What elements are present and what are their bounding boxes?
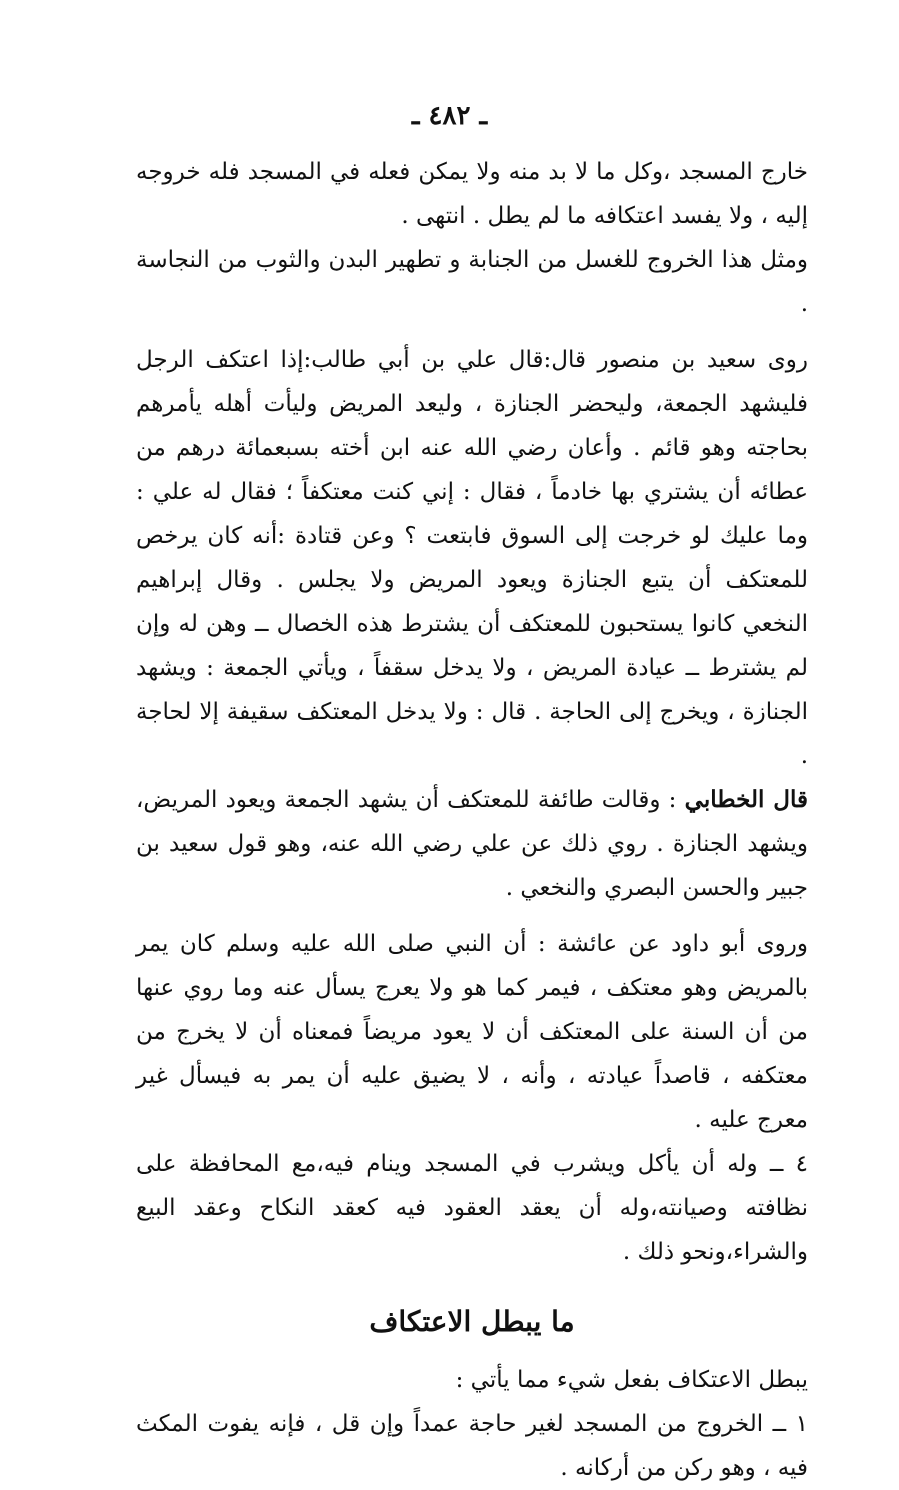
section-item-1 <box>136 1402 808 1490</box>
paragraph-text: ١ ــ الخروج من المسجد لغير حاجة عمداً وإن قل ، فإنه يفوت المكث فيه ، وهو ركن من أركانه . <box>136 1411 808 1481</box>
paragraph-text: ٤ ــ وله أن يأكل ويشرب في المسجد وينام فيه،مع المحافظة على نظافته وصيانته،وله أن يعقد العقود فيه كعقد النكاح وعقد البيع والشراء،ونحو ذلك . <box>136 1151 808 1265</box>
paragraph-text: ومثل هذا الخروج للغسل من الجنابة و تطهير البدن والثوب من النجاسة . <box>136 247 808 317</box>
paragraph-text: : وقالت طائفة للمعتكف أن يشهد الجمعة ويعود المريض، ويشهد الجنازة . روي ذلك عن علي رضي الله عنه، وهو قول سعيد بن جبير والحسن البصري والنخعي . <box>136 787 808 901</box>
page-body <box>136 150 808 1490</box>
page-number: ـ ٤٨٢ ـ <box>411 101 488 131</box>
paragraph-text: وروى أبو داود عن عائشة : أن النبي صلى الله عليه وسلم كان يمر بالمريض وهو معتكف ، فيمر كما هو ولا يعرج يسأل عنه وما روي عنها من أن السنة على المعتكف أن لا يعود مريضاً فمعناه أن لا يخرج من معتكفه ، قاصداً عيادته ، وأنه ، لا يضيق عليه أن يمر به فيسأل غير معرج عليه . <box>136 931 808 1133</box>
paragraph-6 <box>136 1142 808 1274</box>
paragraph-1 <box>136 150 808 238</box>
paragraph-text: روى سعيد بن منصور قال:قال علي بن أبي طالب:إذا اعتكف الرجل فليشهد الجمعة، وليحضر الجنازة ، وليعد المريض وليأت أهله يأمرهم بحاجته وهو قائم . وأعان رضي الله عنه ابن أخته بسبعمائة درهم من عطائه أن يشتري بها خادماً ، فقال : إني كنت معتكفاً ؛ فقال له علي : وما عليك لو خرجت إلى السوق فابتعت ؟ وعن قتادة :أنه كان يرخص للمعتكف أن يتبع الجنازة ويعود المريض ولا يجلس . وقال إبراهيم النخعي كانوا يستحبون للمعتكف أن يشترط هذه الخصال ــ وهن له وإن لم يشترط ــ عيادة المريض ، ولا يدخل سقفاً ، ويأتي الجمعة : ويشهد الجنازة ، ويخرج إلى الحاجة . قال : ولا يدخل المعتكف سقيفة إلا لحاجة . <box>136 347 808 769</box>
paragraph-5 <box>136 922 808 1142</box>
paragraph-3 <box>136 338 808 778</box>
paragraph-lead: قال الخطابي <box>684 786 808 813</box>
paragraph-2 <box>136 238 808 326</box>
paragraph-text: يبطل الاعتكاف بفعل شيء مما يأتي : <box>455 1367 808 1393</box>
section-intro <box>136 1358 808 1402</box>
paragraph-text: خارج المسجد ،وكل ما لا بد منه ولا يمكن فعله في المسجد فله خروجه إليه ، ولا يفسد اعتكافه ما لم يطل . انتهى . <box>136 159 808 229</box>
section-title: ما يبطل الاعتكاف <box>369 1305 575 1338</box>
paragraph-4 <box>136 778 808 910</box>
